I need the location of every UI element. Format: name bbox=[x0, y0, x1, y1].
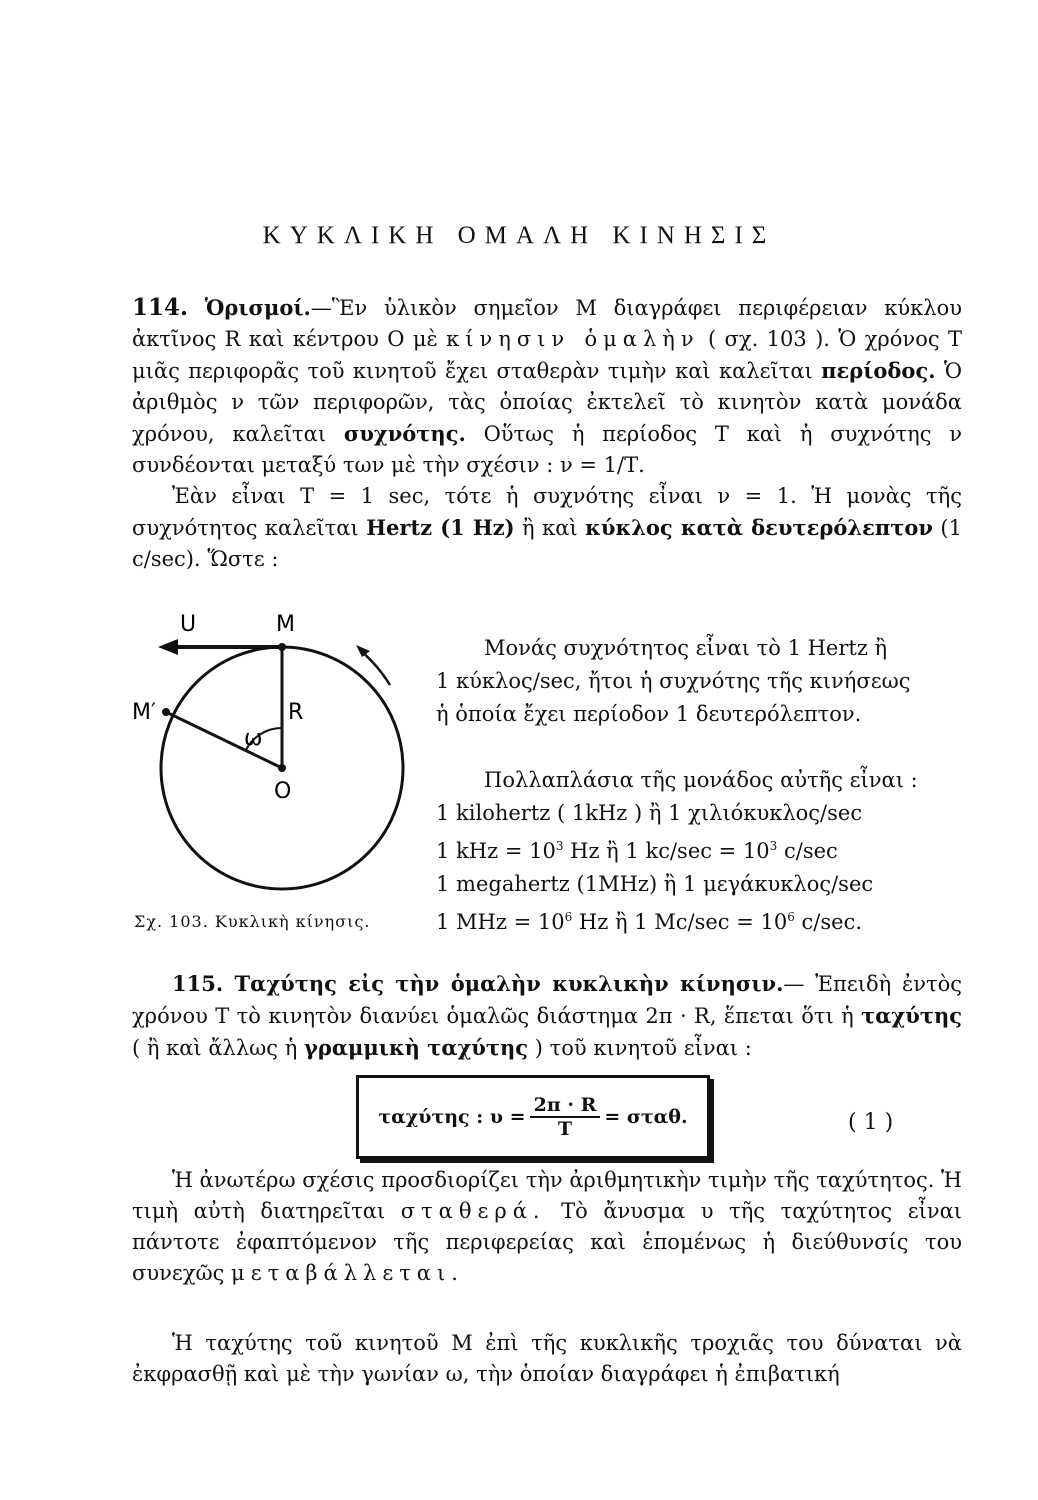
unit-note bbox=[436, 632, 966, 731]
row-text: c/sec bbox=[777, 839, 838, 863]
label-o: O bbox=[274, 779, 292, 804]
label-omega: ω bbox=[244, 726, 263, 751]
text: Τὸ ἄνυσμα υ τῆς ταχύτητος εἶναι πάντοτε ἐφαπτόμενον τῆς περιφερείας καὶ ἑπομένως ἡ διεύθυνσίς του συνεχῶς bbox=[132, 1199, 963, 1285]
formula-denominator: T bbox=[557, 1118, 573, 1140]
text: (1 c/sec). Ὥστε : bbox=[132, 516, 962, 571]
closing-paragraph-2 bbox=[132, 1328, 962, 1390]
equation-number: ( 1 ) bbox=[848, 1110, 894, 1135]
row-text: c/sec. bbox=[794, 910, 863, 934]
note-line: ἡ ὁποία ἔχει περίοδον 1 δευτερόλεπτον. bbox=[436, 702, 862, 726]
section-114-paragraph bbox=[132, 292, 962, 575]
text: — Ἐπειδὴ ἐντὸς χρόνου Τ τὸ κινητὸν διανύει ὁμαλῶς διάστημα 2π · R, ἕπεται ὅτι ἡ bbox=[132, 972, 962, 1028]
text: Οὕτως ἡ περίοδος Τ καὶ ἡ συχνότης ν συνδέονται μεταξύ των μὲ τὴν σχέσιν : ν = 1/Τ. bbox=[132, 422, 962, 477]
radius-line-prime bbox=[166, 712, 282, 768]
section-title: Ὁρισμοί. bbox=[204, 295, 311, 320]
label-u: U bbox=[180, 612, 197, 637]
note-line: 1 κύκλος/sec, ἤτοι ἡ συχνότης τῆς κινήσεως bbox=[436, 669, 911, 693]
chapter-heading: ΚΥΚΛΙΚΗ ΟΜΑΛΗ ΚΙΝΗΣΙΣ bbox=[262, 222, 776, 249]
multiples-row: 1 megahertz (1MHz) ἢ 1 μεγάκυκλος/sec bbox=[436, 872, 874, 896]
text: Ἡ ταχύτης τοῦ κινητοῦ Μ ἐπὶ τῆς κυκλικῆς τροχιᾶς του δύναται νὰ ἐκφρασθῇ καὶ μὲ τὴν γωνίαν ω, τὴν ὁποίαν διαγράφει ἡ ἐπιβατική bbox=[132, 1331, 962, 1386]
formula-numerator: 2π · R bbox=[530, 1094, 601, 1118]
figure-caption: Σχ. 103. Κυκλικὴ κίνησις. bbox=[134, 912, 371, 931]
multiples-list bbox=[436, 764, 966, 939]
point-m bbox=[278, 643, 286, 651]
section-title: 115. Ταχύτης εἰς τὴν ὁμαλὴν κυκλικὴν κίνησιν. bbox=[172, 971, 784, 996]
text: ) τοῦ κινητοῦ εἶναι : bbox=[534, 1036, 752, 1060]
text: —Ἓν ὑλικὸν σημεῖον Μ διαγράφει περιφέρειαν κύκλου ἀκτῖνος R καὶ κέντρου Ο μὲ bbox=[132, 296, 962, 351]
label-r: R bbox=[288, 700, 304, 725]
closing-paragraph-1 bbox=[132, 1165, 962, 1289]
formula-fraction bbox=[530, 1094, 601, 1140]
term-cycle-per-second: κύκλος κατὰ δευτερόλεπτον bbox=[585, 515, 933, 540]
formula-rhs: = σταθ. bbox=[604, 1106, 688, 1128]
exponent: 3 bbox=[769, 839, 778, 853]
exponent: 3 bbox=[555, 839, 564, 853]
spaced-text: μεταβάλλεται. bbox=[231, 1261, 464, 1285]
text: Ἡ ἀνωτέρω σχέσις προσδιορίζει τὴν ἀριθμητικὴν τιμὴν τῆς ταχύτητος. Ἡ τιμὴ αὐτὴ διατηρεῖται bbox=[132, 1168, 962, 1223]
velocity-arrowhead bbox=[158, 639, 178, 655]
term-period: περίοδος. bbox=[821, 358, 936, 383]
point-m-prime bbox=[162, 708, 170, 716]
row-text: 1 MHz = 10 bbox=[436, 910, 565, 934]
spaced-text: σταθερά. bbox=[400, 1199, 546, 1223]
term-linear-speed: γραμμικὴ ταχύτης bbox=[303, 1035, 529, 1060]
term-speed: ταχύτης bbox=[861, 1003, 962, 1028]
note-line: Μονάς συχνότητος εἶναι τὸ 1 Hertz ἢ bbox=[484, 636, 888, 660]
spaced-text: κίνησιν ὁμαλὴν bbox=[446, 327, 700, 351]
section-115-paragraph bbox=[132, 968, 962, 1064]
text: ἢ καὶ bbox=[522, 516, 578, 540]
multiples-row: 1 kilohertz ( 1kHz ) ἢ 1 χιλιόκυκλος/sec bbox=[436, 801, 863, 825]
term-hertz: Hertz (1 Hz) bbox=[366, 515, 515, 540]
multiples-row bbox=[436, 830, 966, 868]
text: ( σχ. 103 ). Ὁ χρόνος Τ μιᾶς περιφορᾶς τοῦ κινητοῦ ἔχει σταθερὰν τιμὴν καὶ καλεῖται bbox=[132, 327, 962, 383]
point-o bbox=[278, 764, 286, 772]
circular-motion-figure bbox=[128, 605, 428, 915]
term-frequency: συχνότης. bbox=[343, 421, 466, 446]
formula-lhs: ταχύτης : υ = bbox=[378, 1106, 526, 1128]
label-m-prime: M′ bbox=[132, 700, 156, 725]
label-m: M bbox=[276, 612, 295, 637]
speed-formula-box bbox=[356, 1075, 710, 1159]
text: Ὁ ἀριθμὸς ν τῶν περιφορῶν, τὰς ὁποίας ἐκτελεῖ τὸ κινητὸν κατὰ μονάδα χρόνου, καλεῖται bbox=[132, 359, 962, 446]
row-text: 1 kHz = 10 bbox=[436, 839, 556, 863]
direction-arrowhead bbox=[356, 645, 370, 657]
row-text: Hz ἢ 1 kc/sec = 10 bbox=[563, 839, 770, 863]
exponent: 6 bbox=[787, 910, 795, 924]
multiples-row bbox=[436, 901, 966, 939]
section-number: 114. bbox=[132, 294, 189, 321]
text: Ἐὰν εἶναι Τ = 1 sec, τότε ἡ συχνότης εἶναι ν = 1. Ἡ μονὰς τῆς συχνότητος καλεῖται bbox=[132, 484, 962, 540]
multiples-intro: Πολλαπλάσια τῆς μονάδος αὐτῆς εἶναι : bbox=[484, 768, 918, 792]
exponent: 6 bbox=[564, 910, 573, 924]
row-text: Hz ἢ 1 Mc/sec = 10 bbox=[572, 910, 788, 934]
text: ( ἢ καὶ ἄλλως ἡ bbox=[132, 1036, 298, 1060]
